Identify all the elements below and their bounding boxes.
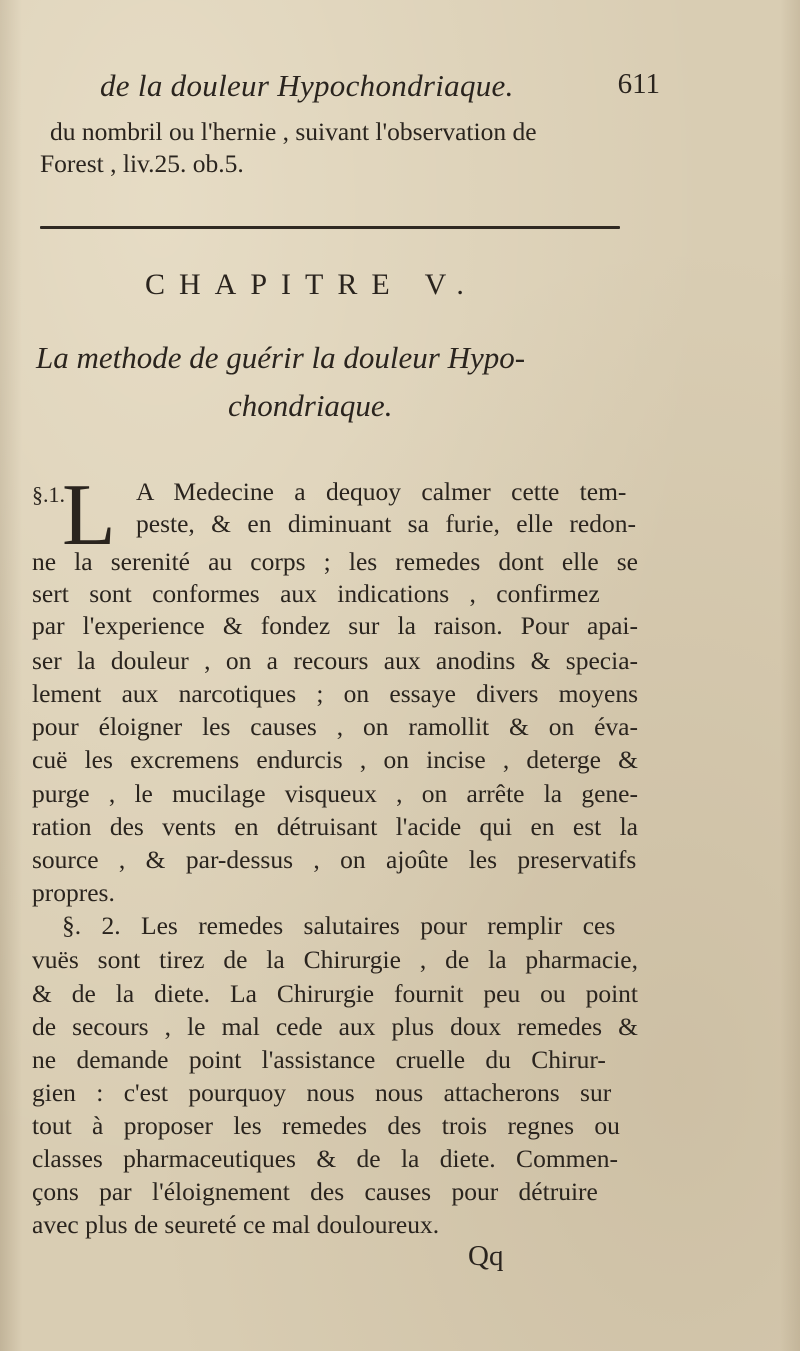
chapter-subtitle-line: La methode de guérir la douleur Hypo- bbox=[36, 340, 526, 375]
signature-mark: Qq bbox=[468, 1240, 504, 1272]
text-line: A Medecine a dequoy calmer cette tem- bbox=[136, 477, 627, 506]
text-line: avec plus de seureté ce mal douloureux. bbox=[32, 1210, 440, 1239]
text-line: purge , le mucilage visqueux , on arrête la gene- bbox=[32, 779, 638, 808]
chapter-subtitle-line: chondriaque. bbox=[228, 388, 393, 423]
chapter-title: CHAPITRE V. bbox=[145, 268, 478, 301]
drop-cap: L bbox=[62, 467, 116, 564]
text-line: lement aux narcotiques ; on essaye divers moyens bbox=[32, 679, 638, 708]
text-line: & de la diete. La Chirurgie fournit peu ou point bbox=[32, 979, 638, 1008]
text-line: çons par l'éloignement des causes pour détruire bbox=[32, 1177, 598, 1206]
text-line: vuës sont tirez de la Chirurgie , de la pharmacie, bbox=[32, 945, 638, 974]
text-line: source , & par-dessus , on ajoûte les preservatifs bbox=[32, 845, 637, 874]
text-line: de secours , le mal cede aux plus doux remedes & bbox=[32, 1012, 638, 1041]
text-line: pour éloigner les causes , on ramollit & on éva- bbox=[32, 712, 638, 741]
text-line: tout à proposer les remedes des trois regnes ou bbox=[32, 1111, 620, 1140]
running-head bbox=[100, 68, 660, 112]
text-line: classes pharmaceutiques & de la diete. Commen- bbox=[32, 1144, 619, 1173]
text-line: par l'experience & fondez sur la raison. Pour apai- bbox=[32, 611, 638, 640]
text-line: gien : c'est pourquoy nous nous attacherons sur bbox=[32, 1078, 612, 1107]
text-line: sert sont conformes aux indications , confirmez bbox=[32, 579, 600, 608]
horizontal-rule bbox=[40, 226, 620, 229]
running-title: de la douleur Hypochondriaque. bbox=[100, 68, 514, 103]
section-mark: §.1. bbox=[32, 482, 65, 507]
page-number: 611 bbox=[617, 68, 660, 100]
text-line: ration des vents en détruisant l'acide qui en est la bbox=[32, 812, 638, 841]
text-line: cuë les excremens endurcis , on incise , deterge & bbox=[32, 745, 638, 774]
text-line: ne demande point l'assistance cruelle du Chirur- bbox=[32, 1045, 606, 1074]
text-line: §. 2. Les remedes salutaires pour remplir ces bbox=[62, 911, 616, 940]
text-line: ne la serenité au corps ; les remedes dont elle se bbox=[32, 547, 638, 576]
text-line: ser la douleur , on a recours aux anodins & specia- bbox=[32, 646, 638, 675]
text-line: du nombril ou l'hernie , suivant l'observation de bbox=[50, 117, 537, 146]
text-line: Forest , liv.25. ob.5. bbox=[40, 149, 244, 178]
text-line: propres. bbox=[32, 878, 115, 907]
text-line: peste, & en diminuant sa furie, elle redon- bbox=[136, 509, 636, 538]
